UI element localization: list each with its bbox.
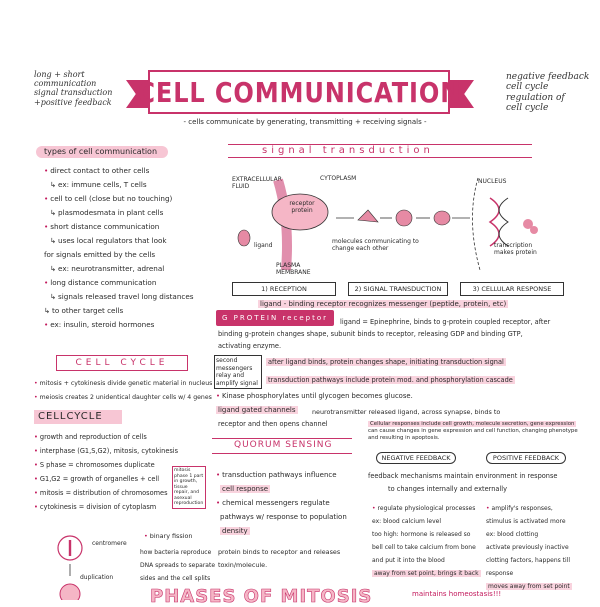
corner-note: regulation of (506, 92, 565, 103)
step-response: 3) CELLULAR RESPONSE (460, 282, 564, 296)
ligand-gated-desc2: receptor and then opens channel (218, 420, 328, 428)
phases-heading: PHASES OF MITOSIS (150, 586, 373, 607)
meiosis-line: • meiosis creates 2 unidentical daughter cells w/ 4 genes (34, 394, 224, 402)
cellular-response-text: Cellular responses include cell growth, molecule secretion, gene expression (370, 421, 575, 427)
corner-note: cell cycle (506, 103, 549, 114)
list-item: • G1,G2 = growth of organelles + cell (34, 472, 214, 486)
ligand-binding-line (258, 300, 578, 309)
list-item-hl: moves away from set point (488, 583, 570, 590)
list-item: clotting factors, happens till response (486, 557, 571, 577)
right-corner-notes (506, 72, 598, 113)
negative-feedback-list (372, 502, 484, 580)
receptor-label: receptor protein (289, 200, 315, 215)
corner-note: negative feedback (506, 72, 590, 82)
ligand-gated-text: ligand gated channels (218, 406, 296, 414)
quorum-line-hl: cell response (222, 485, 269, 493)
feedback-intro-line: to changes internally and externally (388, 485, 508, 493)
corner-note: communication (34, 79, 97, 89)
quorum-line: • transduction pathways influence (216, 468, 366, 482)
dna-strand-1 (490, 198, 499, 246)
gpcr-text2: binding g-protein changes shape, subunit binds to receptor, releasing GDP and binding GTP, (218, 330, 523, 338)
after-ligand-text: after ligand binds, protein changes shape, initiating transduction signal (268, 358, 504, 366)
binary-desc-line: how bacteria reproduce (140, 549, 212, 556)
cytoplasm-label: CYTOPLASM (320, 175, 357, 182)
list-item: • short distance communication (44, 220, 224, 234)
list-item: • direct contact to other cells (44, 164, 224, 178)
quorum-line (216, 524, 366, 538)
transduction-pathway-text: transduction pathways include protein mod. and phosphorylation cascade (268, 376, 513, 384)
negative-feedback-chip: NEGATIVE FEEDBACK (376, 452, 456, 464)
ligand-label: ligand (254, 242, 273, 249)
mitosis-line: • mitosis + cytokinesis divide genetic material in nucleus (34, 380, 224, 388)
ligand-gated-line (216, 406, 298, 415)
centromere-label: centromere (92, 540, 127, 547)
quorum-line (216, 482, 366, 496)
ligand-shape (238, 230, 250, 246)
binary-fission-desc (140, 546, 220, 585)
transcription-note: transcription makes protein (494, 242, 537, 257)
membrane-label: PLASMA MEMBRANE (276, 262, 311, 277)
list-item: • growth and reproduction of cells (34, 430, 214, 444)
list-item: ↳ ex: neurotransmitter, adrenal (44, 262, 224, 276)
ligand-binding-text: ligand - binding receptor recognizes messenger (peptide, protein, etc) (260, 300, 507, 308)
list-item-hl: away from set point, brings it back (374, 570, 479, 577)
cellular-response-text2: can cause changes in gene expression and cell function, changing phenotype and resulting in apoptosis. (368, 428, 578, 442)
binary-desc-line: DNA spreads to separate (140, 562, 216, 569)
list-item: • S phase = chromosomes duplicate (34, 458, 214, 472)
quorum-heading: QUORUM SENSING (234, 440, 333, 450)
corner-note: signal transduction (34, 88, 113, 98)
list-item: ↳ signals released travel long distances (44, 290, 224, 304)
transduction-pathway-line (266, 376, 586, 384)
list-item: • cell to cell (close but no touching) (44, 192, 224, 206)
list-item: ↳ to other target cells (44, 304, 224, 318)
quorum-line: toxin/molecule. (218, 561, 268, 569)
list-item: for signals emitted by the cells (44, 250, 156, 259)
second-messengers-box: second messengers relay and amplify signal (214, 355, 262, 389)
cell-cycle-heading-box (56, 355, 188, 371)
relay-molecule-1 (358, 210, 378, 222)
signal-heading: signal transduction (262, 145, 434, 156)
positive-feedback-list (486, 502, 596, 593)
list-item: • ex: insulin, steroid hormones (44, 318, 224, 332)
list-item: • amplify's responses, (486, 502, 596, 515)
dna-strand-2 (499, 198, 508, 246)
gpcr-badge-label: G PROTEIN receptor (221, 314, 328, 322)
left-corner-notes (34, 70, 124, 107)
step-transduction: 2) SIGNAL TRANSDUCTION (348, 282, 448, 296)
extracellular-label: EXTRACELLULAR FLUID (232, 176, 282, 191)
kinase-line: • Kinase phosphorylates until glycogen becomes glucose. (216, 392, 576, 400)
title-banner (137, 70, 461, 114)
list-item: stimulus is activated more (486, 518, 566, 525)
quorum-line: protein binds to receptor and releases (218, 548, 341, 556)
list-item: ex: blood calcium level (372, 518, 442, 525)
list-item (486, 580, 596, 593)
list-item: and put it into the blood (372, 557, 445, 564)
duplicated-chromosome (60, 584, 80, 600)
list-item: too high: hormone is released so (372, 531, 471, 538)
corner-note: +positive feedback (34, 97, 112, 107)
cellcycle-heading2: CELLCYCLE (38, 411, 103, 422)
ligand-gated-desc1: neurotransmitter released ligand, across synapse, binds to (312, 408, 501, 416)
list-item: ↳ uses local regulators that look (44, 234, 224, 248)
list-item: ↳ ex: immune cells, T cells (44, 178, 224, 192)
binary-desc-line: sides and the cell splits (140, 575, 211, 582)
gpcr-badge (216, 310, 334, 326)
list-item: • interphase (G1,S,G2), mitosis, cytokinesis (34, 444, 214, 458)
quorum-line: • chemical messengers regulate (216, 496, 366, 510)
quorum-list (216, 468, 366, 538)
types-list (44, 164, 224, 332)
list-item: activate previously inactive (486, 544, 569, 551)
list-item: ex: blood clotting (486, 531, 539, 538)
nucleus-label: NUCLEUS (478, 178, 507, 185)
page-subtitle: - cells communicate by generating, transmitting + receiving signals - (183, 118, 427, 126)
cell-cycle-heading: CELL CYCLE (75, 358, 169, 368)
feedback-intro-line: feedback mechanisms maintain environment in response (368, 472, 558, 480)
gpcr-text1: ligand = Epinephrine, binds to g-protein coupled receptor, after (340, 318, 551, 326)
list-item: • cytokinesis = division of cytoplasm (34, 500, 214, 514)
step-reception: 1) RECEPTION (232, 282, 336, 296)
after-ligand-line (266, 358, 586, 366)
list-item: bell cell to take calcium from bone (372, 544, 476, 551)
gpcr-text3: activating enzyme. (218, 342, 282, 350)
page-title: CELL COMMUNICATION (137, 75, 461, 109)
feedback-intro (368, 470, 588, 496)
relay-molecule-3 (434, 211, 450, 225)
quorum-line-hl: density (222, 527, 248, 535)
protein-2 (530, 226, 538, 234)
list-item: • long distance communication (44, 276, 224, 290)
nucleus-boundary (472, 178, 480, 270)
mitosis-side-note: mitosis phase 1 part in growth, tissue repair, and asexual reproduction (172, 466, 206, 509)
quorum-protein (218, 546, 368, 572)
list-item: ↳ plasmodesmata in plant cells (44, 206, 224, 220)
list-item: • mitosis = distribution of chromosomes (34, 486, 214, 500)
relay-molecule-2 (396, 210, 412, 226)
corner-note: long + short (34, 70, 85, 79)
chromosome-diagram (52, 534, 92, 600)
list-item: • regulate physiological processes (372, 502, 484, 515)
corner-note: cell cycle (506, 82, 549, 93)
homeostasis-line: maintains homeostasis!!! (412, 590, 502, 598)
positive-feedback-chip: POSITIVE FEEDBACK (486, 452, 566, 464)
molecules-note: molecules communicating to change each other (332, 238, 419, 253)
duplication-label: duplication (80, 574, 114, 581)
cellular-response-note (368, 421, 584, 442)
binary-fission-label: • binary fission (144, 532, 192, 540)
list-item (372, 567, 484, 580)
types-heading: types of cell communication (44, 147, 158, 156)
cellcycle-heading2-bg (34, 410, 122, 424)
quorum-line: pathways w/ response to population (220, 513, 347, 521)
